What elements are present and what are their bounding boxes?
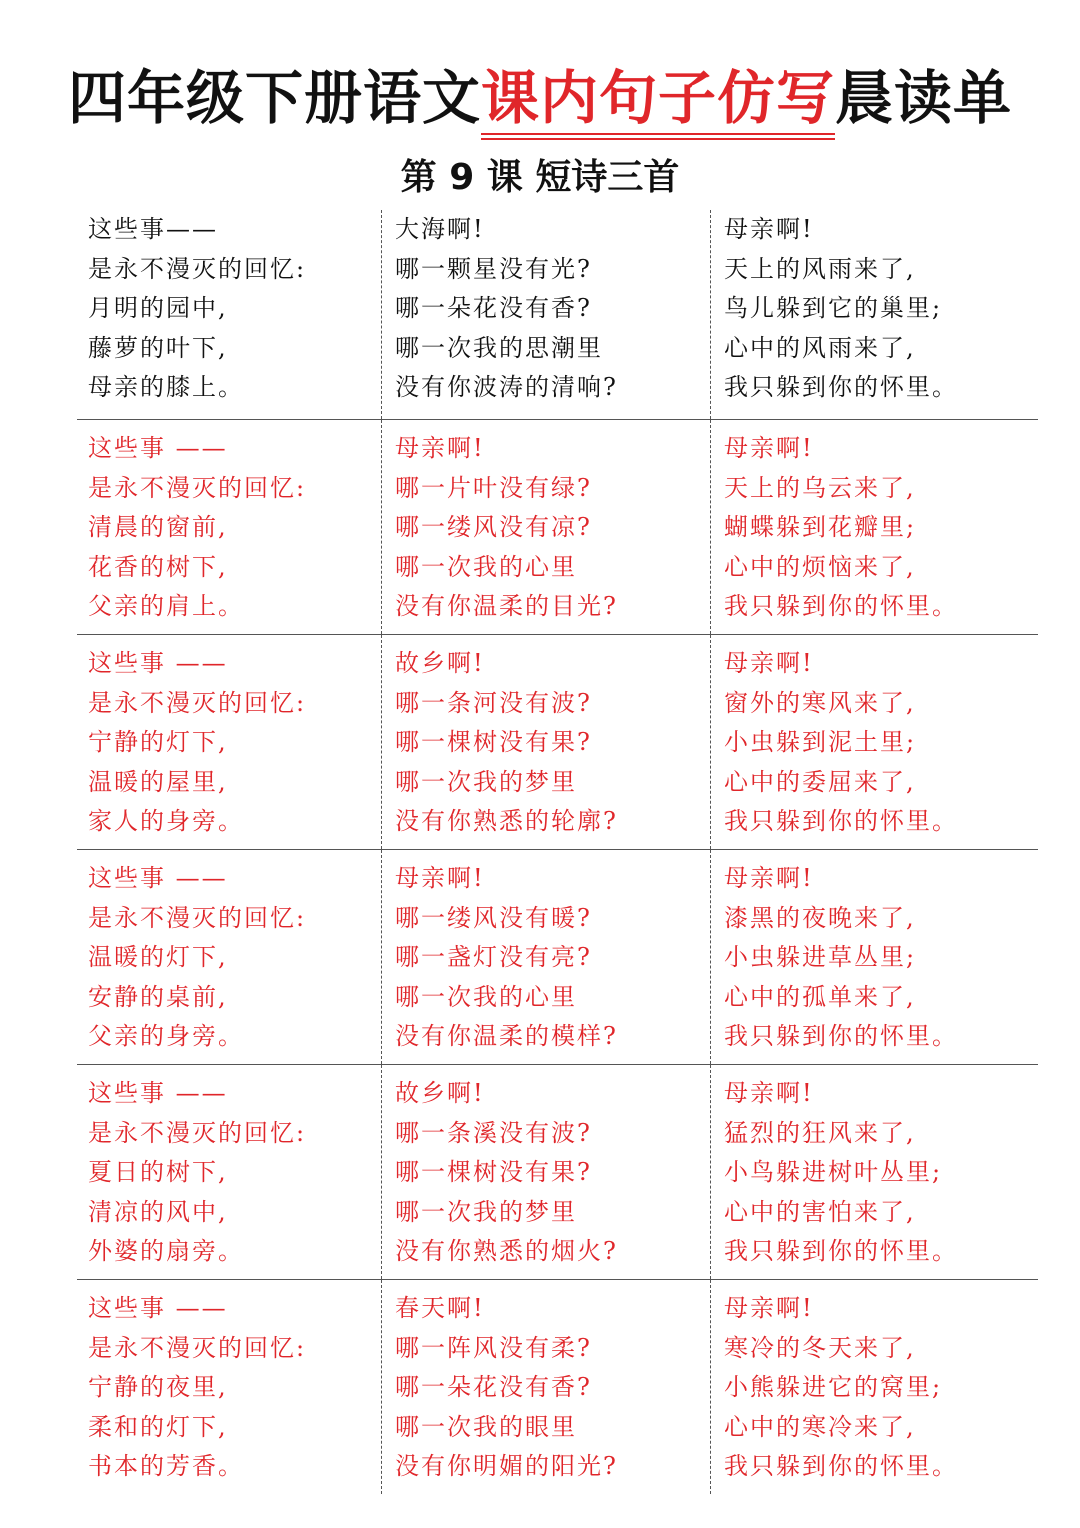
poem-line: 没有你明媚的阳光? [395,1452,618,1480]
poem-line: 我只躲到你的怀里。 [724,1237,958,1265]
poem-line: 我只躲到你的怀里。 [724,1452,958,1480]
poem-line: 我只躲到你的怀里。 [724,1022,958,1050]
imitation-row [77,635,1038,850]
poem-line: 安静的桌前, [88,982,228,1011]
poem-line: 母亲啊! [724,649,814,677]
poem-line: 父亲的身旁。 [88,1022,244,1050]
poem-cell [710,635,1038,849]
poem-line: 没有你温柔的目光? [395,592,618,620]
poem-line: 清晨的窗前, [88,513,228,541]
imitation-row [77,850,1038,1065]
poem-cell [77,420,381,634]
poem-line: 哪一朵花没有香? [395,294,592,322]
poem-line: 藤萝的叶下, [88,333,228,362]
poem-cell [710,420,1038,634]
poem-line: 大海啊! [395,215,485,243]
page-title [0,62,1080,134]
poem-line: 我只躲到你的怀里。 [724,592,958,620]
poem-cell [710,1065,1038,1279]
poem-line: 猛烈的狂风来了, [724,1118,916,1147]
poem-line: 这些事 —— [88,434,228,462]
poem-cell [77,210,381,419]
poem-line: 小熊躲进它的窝里; [724,1373,943,1401]
poem-line: 哪一缕风没有暖? [395,903,592,932]
poem-line: 哪一片叶没有绿? [395,473,592,502]
poem-line: 没有你熟悉的烟火? [395,1237,618,1265]
poem-line: 小虫躲进草丛里; [724,943,917,971]
poem-line: 母亲啊! [724,1079,814,1107]
poem-line: 小鸟躲进树叶丛里; [724,1158,943,1186]
poem-line: 温暖的灯下, [88,943,228,971]
poem-line: 母亲啊! [724,434,814,462]
poem-line: 哪一棵树没有果? [395,728,592,756]
imitation-row [77,1065,1038,1280]
poem-line: 是永不漫灭的回忆: [88,688,307,717]
poem-line: 夏日的树下, [88,1158,228,1186]
original-row [77,210,1038,420]
poem-line: 没有你波涛的清响? [395,373,618,401]
poem-line: 宁静的夜里, [88,1373,228,1401]
poem-line: 哪一阵风没有柔? [395,1333,592,1362]
poem-cell [381,635,710,849]
poem-line: 哪一条河没有波? [395,688,592,717]
poem-grid [77,210,1038,1494]
poem-cell [77,635,381,849]
poem-line: 心中的孤单来了, [724,982,916,1011]
poem-line: 是永不漫灭的回忆: [88,254,307,283]
poem-line: 这些事 —— [88,864,228,892]
poem-line: 这些事 —— [88,1079,228,1107]
poem-line: 柔和的灯下, [88,1412,228,1441]
poem-line: 哪一颗星没有光? [395,254,592,283]
poem-cell [77,850,381,1064]
poem-line: 天上的风雨来了, [724,254,916,283]
poem-line: 鸟儿躲到它的巢里; [724,294,943,322]
poem-line: 这些事 —— [88,649,228,677]
poem-line: 心中的寒冷来了, [724,1412,916,1441]
poem-line: 母亲啊! [395,864,485,892]
poem-line: 哪一棵树没有果? [395,1158,592,1186]
poem-line: 书本的芳香。 [88,1452,244,1480]
poem-line: 春天啊! [395,1294,485,1322]
imitation-row [77,420,1038,635]
poem-line: 温暖的屋里, [88,767,228,796]
poem-line: 是永不漫灭的回忆: [88,1333,307,1362]
poem-line: 是永不漫灭的回忆: [88,473,307,502]
poem-line: 母亲啊! [724,1294,814,1322]
poem-line: 哪一朵花没有香? [395,1373,592,1401]
poem-line: 宁静的灯下, [88,728,228,756]
title-part2: 晨读单 [835,64,1013,132]
poem-cell [381,420,710,634]
poem-cell [710,850,1038,1064]
poem-line: 小虫躲到泥土里; [724,728,917,756]
poem-line: 心中的害怕来了, [724,1197,916,1226]
poem-line: 是永不漫灭的回忆: [88,1118,307,1147]
poem-line: 哪一次我的心里 [395,552,577,581]
poem-line: 心中的风雨来了, [724,333,916,362]
poem-line: 家人的身旁。 [88,807,244,835]
poem-line: 这些事—— [88,215,218,243]
poem-line: 哪一次我的眼里 [395,1412,577,1441]
poem-line: 我只躲到你的怀里。 [724,807,958,835]
poem-line: 月明的园中, [88,294,228,322]
poem-cell [710,1280,1038,1494]
poem-line: 漆黑的夜晚来了, [724,903,916,932]
poem-line: 这些事 —— [88,1294,228,1322]
poem-line: 没有你熟悉的轮廓? [395,807,618,835]
poem-line: 母亲的膝上。 [88,373,244,401]
poem-line: 哪一盏灯没有亮? [395,943,592,971]
poem-line: 天上的乌云来了, [724,473,916,502]
poem-line: 故乡啊! [395,1079,485,1107]
poem-line: 是永不漫灭的回忆: [88,903,307,932]
poem-line: 哪一次我的梦里 [395,1197,577,1226]
poem-cell [77,1280,381,1494]
title-highlight: 课内句子仿写 [480,64,835,132]
poem-line: 母亲啊! [724,215,814,243]
imitation-row [77,1280,1038,1494]
poem-line: 故乡啊! [395,649,485,677]
poem-line: 哪一次我的梦里 [395,767,577,796]
poem-line: 心中的烦恼来了, [724,552,916,581]
poem-cell [77,1065,381,1279]
poem-line: 花香的树下, [88,552,228,581]
poem-line: 心中的委屈来了, [724,767,916,796]
poem-line: 没有你温柔的模样? [395,1022,618,1050]
poem-cell [710,210,1038,419]
poem-line: 母亲啊! [724,864,814,892]
poem-line: 哪一次我的心里 [395,982,577,1011]
poem-line: 哪一次我的思潮里 [395,333,603,362]
title-part1: 四年级下册语文 [67,64,481,132]
poem-line: 哪一缕风没有凉? [395,513,592,541]
poem-line: 窗外的寒风来了, [724,688,916,717]
poem-line: 我只躲到你的怀里。 [724,373,958,401]
poem-line: 外婆的扇旁。 [88,1237,244,1265]
poem-cell [381,1065,710,1279]
poem-line: 清凉的风中, [88,1197,228,1226]
poem-cell [381,210,710,419]
poem-line: 蝴蝶躲到花瓣里; [724,513,917,541]
poem-line: 哪一条溪没有波? [395,1118,592,1147]
lesson-subtitle: 第 9 课 短诗三首 [400,157,680,198]
poem-cell [381,850,710,1064]
poem-line: 寒冷的冬天来了, [724,1333,916,1362]
poem-cell [381,1280,710,1494]
poem-line: 母亲啊! [395,434,485,462]
poem-line: 父亲的肩上。 [88,592,244,620]
